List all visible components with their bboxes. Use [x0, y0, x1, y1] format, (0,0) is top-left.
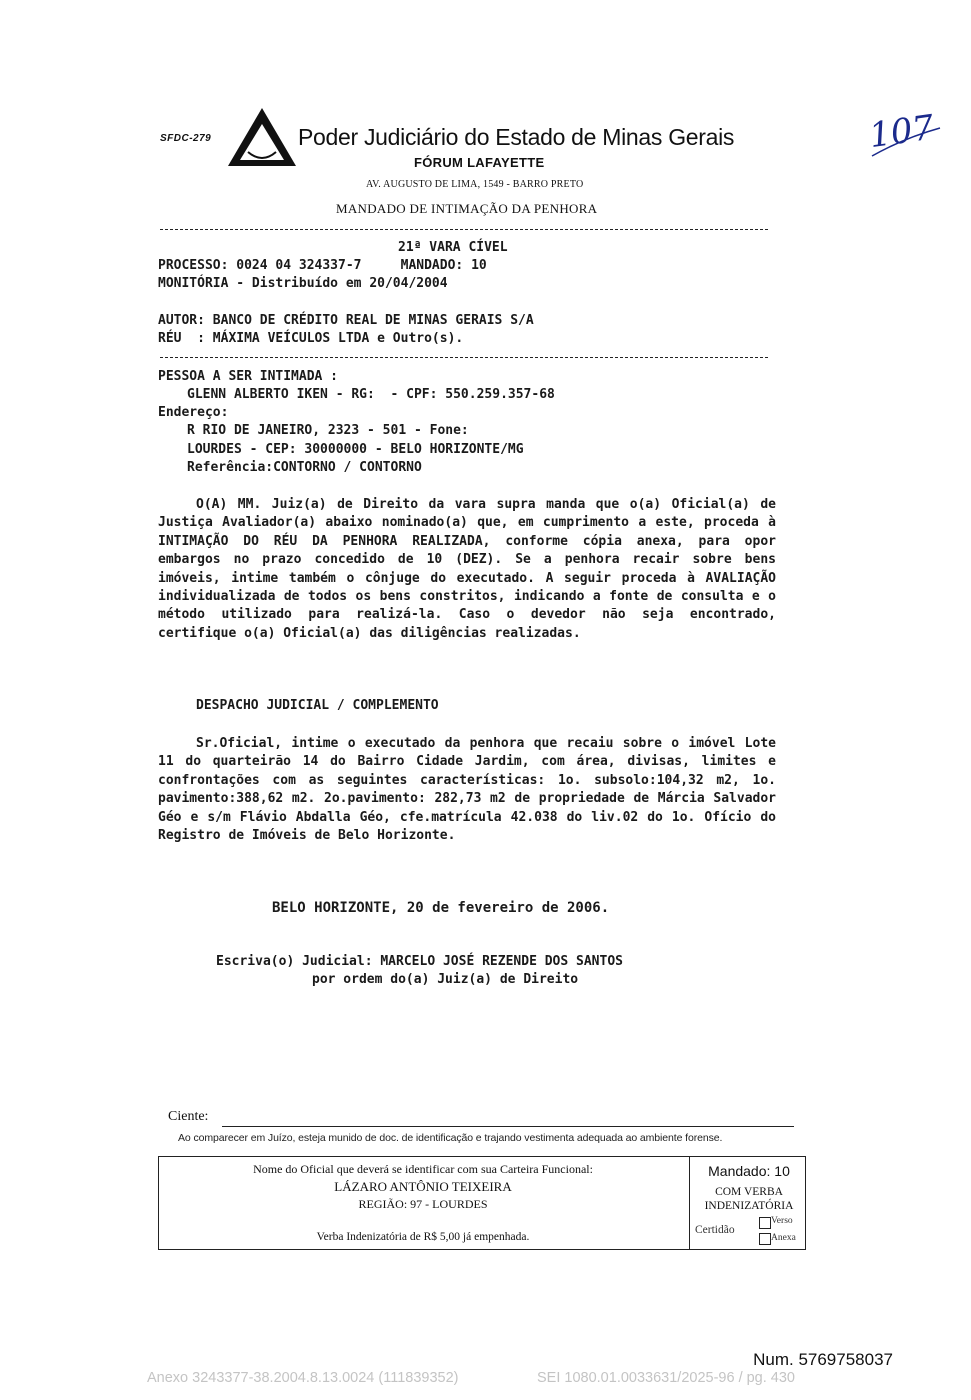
- document-title: MANDADO DE INTIMAÇÃO DA PENHORA: [336, 201, 598, 216]
- forum-address: AV. AUGUSTO DE LIMA, 1549 - BARRO PRETO: [366, 179, 584, 190]
- street-line: R RIO DE JANEIRO, 2323 - 501 - Fone:: [187, 423, 469, 438]
- footer-sei: SEI 1080.01.0033631/2025-96 / pg. 430: [537, 1370, 795, 1386]
- separator-line: [160, 357, 768, 358]
- order-paragraph: O(A) MM. Juiz(a) de Direito da vara supra manda que o(a) Oficial(a) de Justiça Avaliador(a) abaixo nominado(a) que, em cumprimento a este, proceda à INTIMAÇÃO DO RÉU DA PENHORA REALIZADA, conforme cópia anexa, para opor embargos no prazo concedido de 10 (DEZ). Se a penhora recair sobre bens imóveis, intime também o cônjuge do executado. A seguir proceda à AVALIAÇÃO individualizada de todos os bens constritos, indicando a fonte de consulta e o método utilizado para realizá-la. Caso o devedor não seja encontrado, certifique o(a) Oficial(a) das diligências realizadas.: [158, 497, 776, 641]
- ciente-label: Ciente:: [168, 1109, 209, 1124]
- anexa-checkbox[interactable]: [759, 1233, 771, 1245]
- handwritten-page-number: [864, 108, 944, 168]
- forum-name: FÓRUM LAFAYETTE: [414, 155, 545, 170]
- despacho-heading: DESPACHO JUDICIAL / COMPLEMENTO: [196, 698, 439, 713]
- person-line: GLENN ALBERTO IKEN - RG: - CPF: 550.259.357-68: [187, 387, 555, 402]
- place-date: BELO HORIZONTE, 20 de fevereiro de 2006.: [272, 900, 610, 916]
- ordem-line: por ordem do(a) Juiz(a) de Direito: [312, 972, 579, 987]
- autor-line: AUTOR: BANCO DE CRÉDITO REAL DE MINAS GERAIS S/A: [158, 313, 534, 328]
- vara-label: 21ª VARA CÍVEL: [398, 240, 508, 255]
- document-number: Num. 5769758037: [753, 1350, 893, 1369]
- referencia-line: Referência:CONTORNO / CONTORNO: [187, 460, 422, 475]
- officer-region: REGIÃO: 97 - LOURDES: [358, 1197, 488, 1211]
- anexa-label: Anexa: [771, 1233, 796, 1243]
- officer-name: LÁZARO ANTÔNIO TEIXEIRA: [334, 1179, 512, 1194]
- reu-line: RÉU : MÁXIMA VEÍCULOS LTDA e Outro(s).: [158, 331, 464, 346]
- escrivao-line: Escriva(o) Judicial: MARCELO JOSÉ REZENDE DOS SANTOS: [216, 954, 623, 969]
- box-divider: [689, 1157, 690, 1249]
- court-name: Poder Judiciário do Estado de Minas Gerais: [298, 124, 735, 150]
- mandado-number: Mandado: 10: [708, 1163, 790, 1179]
- verba-note: Verba Indenizatória de R$ 5,00 já empenhada.: [316, 1231, 530, 1243]
- court-triangle-logo: [226, 106, 298, 168]
- dress-code-notice: Ao comparecer em Juízo, esteja munido de doc. de identificação e trajando vestimenta adequada ao ambiente forense.: [178, 1132, 723, 1144]
- monitoria-line: MONITÓRIA - Distribuído em 20/04/2004: [158, 276, 448, 291]
- verso-label: Verso: [771, 1216, 793, 1226]
- pessoa-heading: PESSOA A SER INTIMADA :: [158, 369, 339, 384]
- officer-label: Nome do Oficial que deverá se identificar com sua Carteira Funcional:: [253, 1162, 593, 1176]
- officer-box: [158, 1156, 806, 1250]
- separator-line: [160, 229, 768, 230]
- ciente-signature-line: [222, 1126, 794, 1127]
- certidao-label: Certidão: [695, 1224, 735, 1236]
- footer-anexo: Anexo 3243377-38.2004.8.13.0024 (111839352): [147, 1370, 459, 1386]
- verso-checkbox[interactable]: [759, 1217, 771, 1229]
- com-verba-label: COM VERBA INDENIZATÓRIA: [704, 1186, 794, 1212]
- handwritten-page-number-text: 107: [866, 108, 937, 157]
- form-code: SFDC-279: [160, 133, 212, 144]
- neighborhood-line: LOURDES - CEP: 30000000 - BELO HORIZONTE/MG: [187, 442, 524, 457]
- endereco-label: Endereço:: [158, 405, 229, 420]
- despacho-paragraph: Sr.Oficial, intime o executado da penhora que recaiu sobre o imóvel Lote 11 do quarteirão 14 do Bairro Cidade Jardim, com área, divisas, limites e confrontações com as seguintes características: 1o. subsolo:104,32 m2, 1o. pavimento:388,62 m2. 2o.pavimento: 282,73 m2 de propriedade de Márcia Salvador Géo e s/m Flávio Abdalla Géo, cfe.matrícula 42.038 do liv.02 do 1o. Ofício do Registro de Imóveis de Belo Horizonte.: [158, 736, 776, 844]
- processo-line: PROCESSO: 0024 04 324337-7 MANDADO: 10: [158, 258, 487, 273]
